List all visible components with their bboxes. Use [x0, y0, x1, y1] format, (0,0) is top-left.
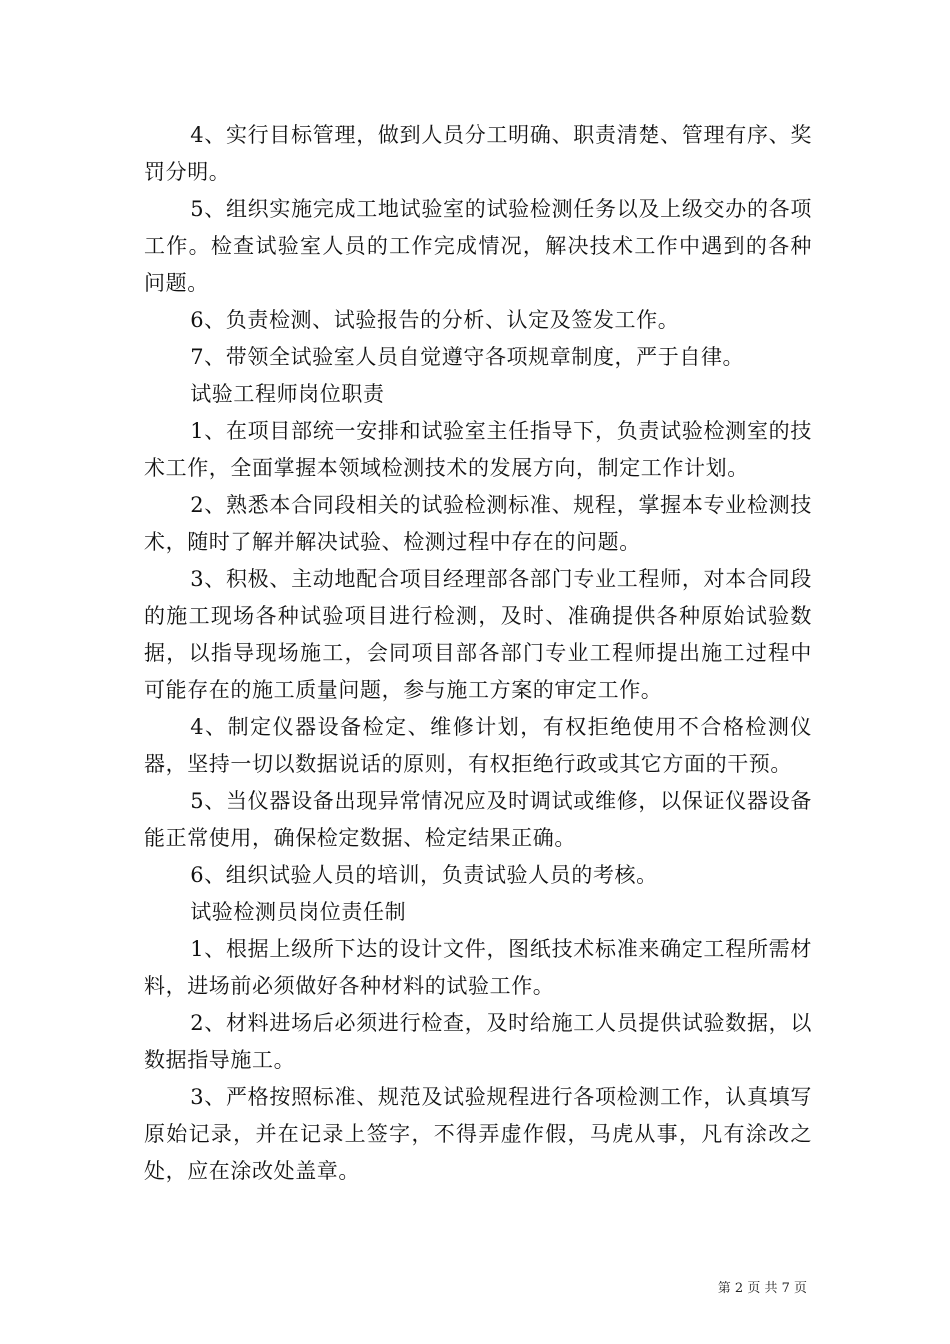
paragraph-item-5-organize-tasks: 5、组织实施完成工地试验室的试验检测任务以及上级交办的各项工作。检查试验室人员的工作完成情况，解决技术工作中遇到的各种问题。 [144, 197, 812, 295]
paragraph-inspector-1: 1、根据上级所下达的设计文件，图纸技术标准来确定工程所需材料，进场前必须做好各种材料的试验工作。 [144, 937, 812, 998]
page-number-footer: 第 2 页 共 7 页 [717, 1281, 807, 1296]
paragraph-engineer-1: 1、在项目部统一安排和试验室主任指导下，负责试验检测室的技术工作，全面掌握本领域检测技术的发展方向，制定工作计划。 [144, 419, 812, 480]
paragraph-inspector-3: 3、严格按照标准、规范及试验规程进行各项检测工作，认真填写原始记录，并在记录上签字，不得弄虚作假，马虎从事，凡有涂改之处，应在涂改处盖章。 [144, 1085, 812, 1183]
paragraph-item-4-management: 4、实行目标管理，做到人员分工明确、职责清楚、管理有序、奖罚分明。 [144, 123, 812, 184]
paragraph-item-6-reports: 6、负责检测、试验报告的分析、认定及签发工作。 [190, 308, 680, 332]
paragraph-engineer-2: 2、熟悉本合同段相关的试验检测标准、规程，掌握本专业检测技术，随时了解并解决试验、检测过程中存在的问题。 [144, 493, 812, 554]
section-heading-test-engineer: 试验工程师岗位职责 [190, 382, 385, 406]
paragraph-engineer-5: 5、当仪器设备出现异常情况应及时调试或维修，以保证仪器设备能正常使用，确保检定数据、检定结果正确。 [144, 789, 812, 850]
paragraph-engineer-4: 4、制定仪器设备检定、维修计划，有权拒绝使用不合格检测仪器，坚持一切以数据说话的原则，有权拒绝行政或其它方面的干预。 [144, 715, 812, 776]
section-heading-test-inspector: 试验检测员岗位责任制 [190, 900, 407, 924]
paragraph-engineer-3: 3、积极、主动地配合项目经理部各部门专业工程师，对本合同段的施工现场各种试验项目进行检测，及时、准确提供各种原始试验数据，以指导现场施工，会同项目部各部门专业工程师提出施工过程中可能存在的施工质量问题，参与施工方案的审定工作。 [144, 567, 812, 702]
paragraph-engineer-6: 6、组织试验人员的培训，负责试验人员的考核。 [190, 863, 658, 887]
paragraph-item-7-discipline: 7、带领全试验室人员自觉遵守各项规章制度，严于自律。 [190, 345, 745, 369]
document-body [144, 117, 812, 1190]
paragraph-inspector-2: 2、材料进场后必须进行检查，及时给施工人员提供试验数据，以数据指导施工。 [144, 1011, 812, 1072]
